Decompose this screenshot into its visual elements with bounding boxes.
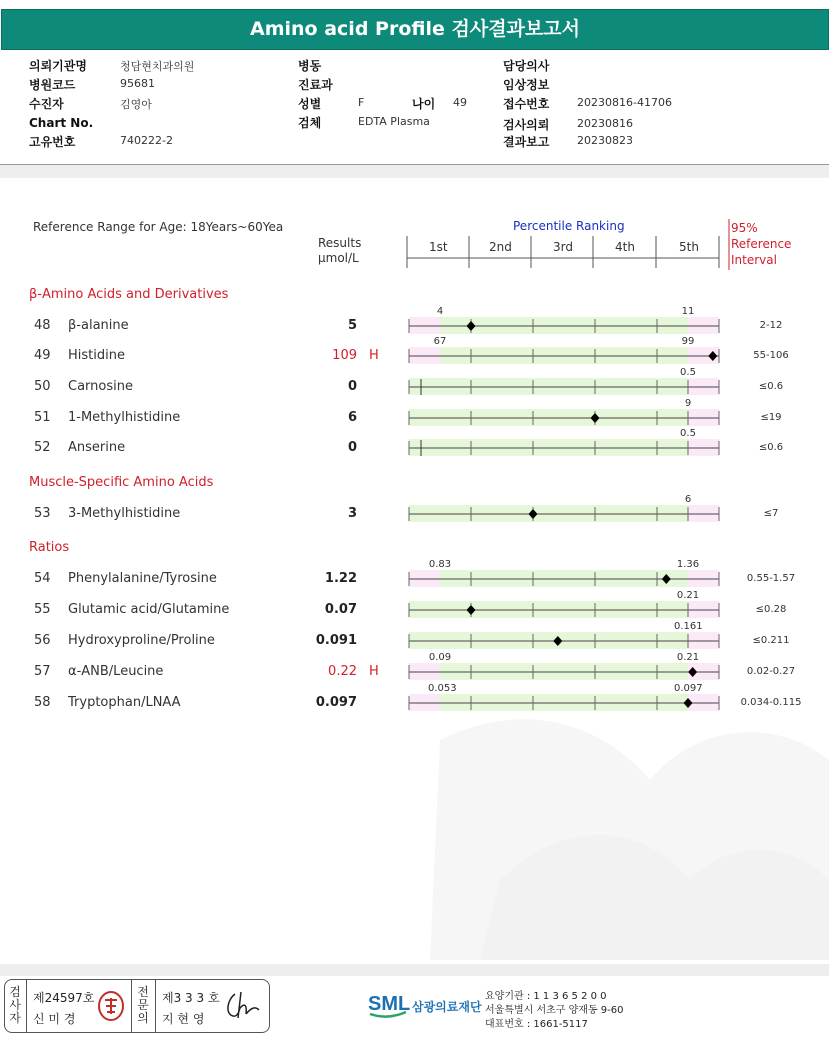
reference-interval: 2-12 (759, 320, 783, 331)
high-flag: H (369, 348, 379, 363)
reference-interval: ≤7 (763, 508, 779, 519)
section-title-ratios: Ratios (29, 540, 70, 555)
analyte-name: Glutamic acid/Glutamine (68, 602, 230, 617)
row-number: 57 (34, 664, 51, 679)
row-number: 48 (34, 318, 51, 333)
age-value: 49 (453, 96, 467, 109)
result-value: 109 (332, 348, 357, 363)
quintile-5th: 5th (679, 240, 699, 254)
specialist-license: 제3 3 3 호 (162, 991, 220, 1005)
ref-interval-line-3: Interval (731, 253, 777, 267)
reference-interval: ≤0.211 (752, 635, 790, 646)
percentile-bar (407, 569, 727, 589)
doctor-label: 담당의사 (503, 59, 550, 73)
analyte-name: Carnosine (68, 379, 133, 394)
high-percentile-label: 0.21 (676, 590, 700, 601)
analyte-name: α-ANB/Leucine (68, 664, 164, 679)
chart-no-label: Chart No. (29, 116, 94, 130)
high-percentile-label: 6 (684, 494, 692, 505)
row-number: 58 (34, 695, 51, 710)
clinical-info-label: 임상정보 (503, 78, 550, 92)
patient-value: 김영아 (120, 98, 152, 111)
analyte-name: 1-Methylhistidine (68, 410, 181, 425)
org-phone: 대표번호 : 1661-5117 (485, 1019, 588, 1030)
row-number: 52 (34, 440, 51, 455)
dept-label: 진료과 (298, 78, 333, 92)
section-title-muscle: Muscle-Specific Amino Acids (29, 475, 214, 490)
high-percentile-label: 11 (681, 306, 695, 317)
receipt-no-label: 접수번호 (503, 97, 550, 111)
result-value: 3 (347, 506, 357, 521)
percentile-bar (407, 408, 727, 428)
result-value: 0.091 (315, 633, 357, 648)
examiner-seal-icon (97, 990, 125, 1022)
analyte-name: Anserine (68, 440, 126, 455)
units-column-header: µmol/L (318, 251, 359, 265)
receipt-no-value: 20230816-41706 (577, 96, 672, 109)
result-value: 0.097 (315, 695, 357, 710)
percentile-bar (407, 662, 727, 682)
hospital-code-value: 95681 (120, 77, 155, 90)
reference-interval: 0.034-0.115 (740, 697, 802, 708)
result-value: 0 (347, 379, 357, 394)
result-value: 0 (347, 440, 357, 455)
quintile-3rd: 3rd (553, 240, 573, 254)
reference-interval: 0.02-0.27 (746, 666, 796, 677)
high-percentile-label: 0.161 (674, 621, 703, 632)
result-value: 0.07 (324, 602, 357, 617)
analyte-name: Phenylalanine/Tyrosine (68, 571, 217, 586)
section-title-beta-amino: β-Amino Acids and Derivatives (29, 287, 229, 302)
result-value: 5 (347, 318, 357, 333)
examiner-label: 검사자 (9, 985, 21, 1025)
request-date-value: 20230816 (577, 117, 633, 130)
footer-divider-band (0, 964, 829, 976)
unique-no-value: 740222-2 (120, 134, 173, 147)
low-percentile-label: 0.053 (428, 683, 457, 694)
sig-divider-1 (26, 980, 27, 1032)
sml-logo-text: SML (368, 993, 410, 1015)
high-percentile-label: 0.097 (674, 683, 703, 694)
ref-interval-line-1: 95% (731, 221, 758, 235)
examiner-name: 신 미 경 (33, 1012, 76, 1026)
high-percentile-label: 99 (681, 336, 695, 347)
analyte-name: Tryptophan/LNAA (68, 695, 181, 710)
patient-label: 수진자 (29, 97, 64, 111)
row-number: 49 (34, 348, 51, 363)
reference-interval: ≤0.6 (758, 381, 784, 392)
specimen-label: 검체 (298, 116, 322, 130)
sig-divider-3 (155, 980, 156, 1032)
result-value: 0.22 (328, 664, 357, 679)
row-number: 56 (34, 633, 51, 648)
unique-no-label: 고유번호 (29, 135, 76, 149)
row-number: 51 (34, 410, 51, 425)
low-percentile-label: 4 (436, 306, 444, 317)
org-address: 서울특별시 서초구 양재동 9-60 (485, 1005, 624, 1016)
sex-label: 성별 (298, 97, 322, 111)
reference-interval: ≤19 (760, 412, 782, 423)
high-percentile-label: 0.5 (680, 367, 696, 378)
ref-interval-line-2: Reference (731, 237, 792, 251)
percentile-bar (407, 316, 727, 336)
analyte-name: Hydroxyproline/Proline (68, 633, 215, 648)
percentile-scale-axis (0, 0, 829, 280)
specialist-signature-icon (223, 988, 263, 1024)
row-number: 55 (34, 602, 51, 617)
reference-interval: 0.55-1.57 (746, 573, 796, 584)
high-flag: H (369, 664, 379, 679)
age-label: 나이 (412, 97, 436, 111)
percentile-bar (407, 377, 727, 397)
low-percentile-label: 0.83 (428, 559, 452, 570)
row-number: 50 (34, 379, 51, 394)
analyte-name: Histidine (68, 348, 125, 363)
results-column-header: Results (318, 236, 362, 250)
percentile-bar (407, 693, 727, 713)
care-code: 요양기관 : 1 1 3 6 5 2 0 0 (485, 991, 607, 1002)
percentile-bar (407, 346, 727, 366)
specialist-name: 지 현 영 (162, 1012, 205, 1026)
hospital-code-label: 병원코드 (29, 78, 76, 92)
percentile-bar (407, 600, 727, 620)
percentile-bar (407, 631, 727, 651)
sex-value: F (358, 96, 365, 109)
low-percentile-label: 67 (433, 336, 447, 347)
specialist-label: 전문의 (137, 985, 149, 1025)
high-percentile-label: 0.5 (680, 428, 696, 439)
analyte-name: β-alanine (68, 318, 129, 333)
quintile-4th: 4th (615, 240, 635, 254)
report-title: Amino acid Profile 검사결과보고서 (1, 9, 829, 50)
report-date-label: 결과보고 (503, 135, 550, 149)
row-number: 54 (34, 571, 51, 586)
request-date-label: 검사의뢰 (503, 118, 550, 132)
low-percentile-label: 0.09 (428, 652, 452, 663)
result-value: 1.22 (324, 571, 357, 586)
org-name: 삼광의료재단 (412, 1000, 482, 1014)
high-percentile-label: 9 (684, 398, 692, 409)
institution-value: 청담현치과의원 (120, 60, 195, 73)
reference-range-label: Reference Range for Age: 18Years~60Yea (33, 220, 284, 234)
high-percentile-label: 0.21 (676, 652, 700, 663)
percentile-ranking-header: Percentile Ranking (513, 219, 625, 233)
row-number: 53 (34, 506, 51, 521)
institution-label: 의뢰기관명 (29, 59, 87, 73)
high-percentile-label: 1.36 (676, 559, 700, 570)
quintile-2nd: 2nd (489, 240, 512, 254)
percentile-bar (407, 504, 727, 524)
sml-logo-icon (366, 986, 410, 1022)
reference-interval: 55-106 (753, 350, 789, 361)
sig-divider-2 (131, 980, 132, 1032)
quintile-1st: 1st (429, 240, 448, 254)
reference-interval: ≤0.28 (755, 604, 787, 615)
reference-interval: ≤0.6 (758, 442, 784, 453)
analyte-name: 3-Methylhistidine (68, 506, 181, 521)
report-date-value: 20230823 (577, 134, 633, 147)
signature-box (4, 979, 270, 1033)
result-value: 6 (347, 410, 357, 425)
specimen-value: EDTA Plasma (358, 115, 430, 128)
percentile-bar (407, 438, 727, 458)
ward-label: 병동 (298, 59, 322, 73)
examiner-license: 제24597호 (33, 991, 95, 1005)
